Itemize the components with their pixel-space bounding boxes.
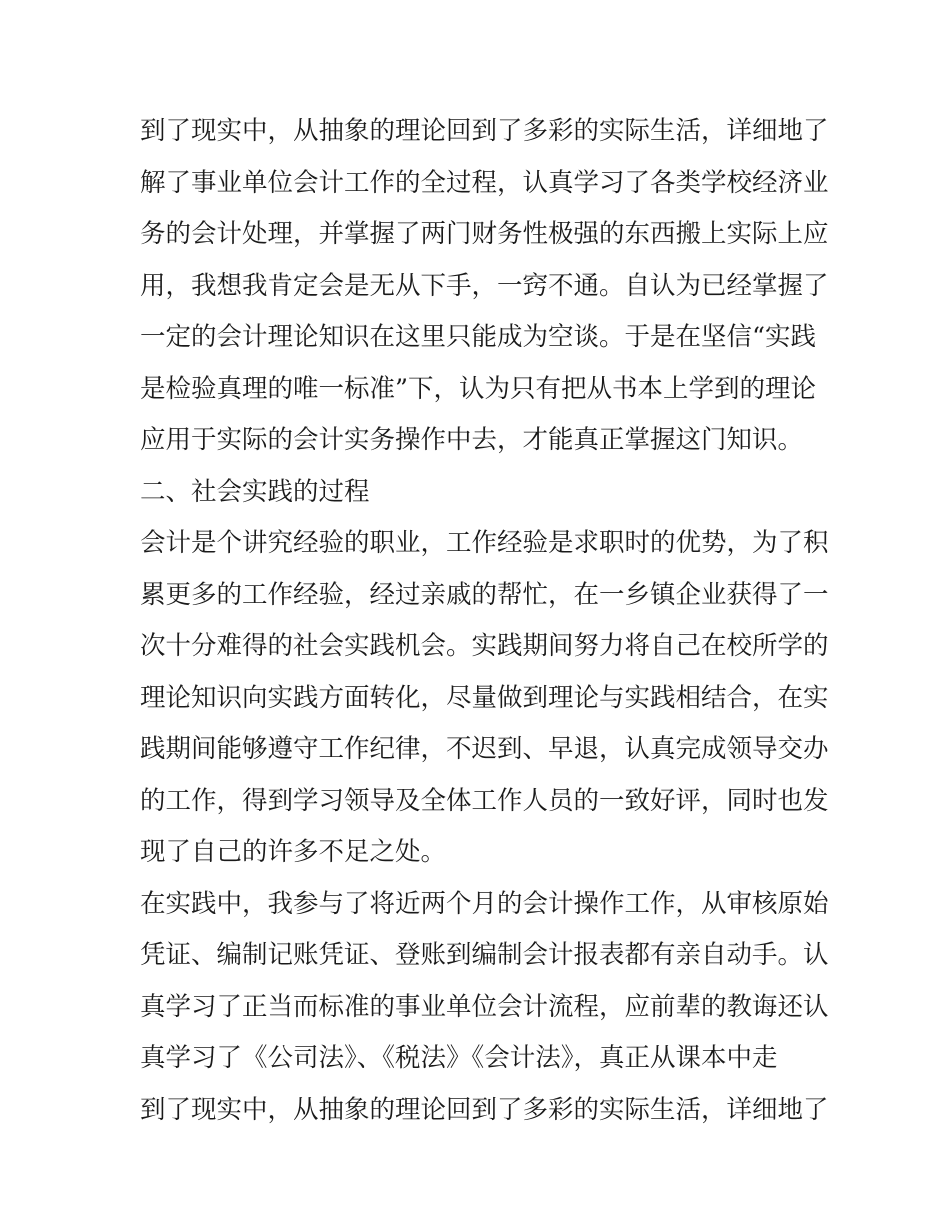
text-line: 一定的会计理论知识在这里只能成为空谈。于是在坚信“实践 [140,322,817,352]
text-line: 应用于实际的会计实务操作中去，才能真正掌握这门知识。 [140,425,804,455]
text-line: 次十分难得的社会实践机会。实践期间努力将自己在校所学的 [140,631,829,661]
text-line: 凭证、编制记账凭证、登账到编制会计报表都有亲自动手。认 [140,940,829,970]
text-line: 在实践中，我参与了将近两个月的会计操作工作，从审核原始 [140,888,829,919]
text-line: 真学习了《公司法》、《税法》《会计法》，真正从课本中走 [140,1043,778,1073]
text-line: 务的会计处理，并掌握了两门财务性极强的东西搬上实际上应 [140,219,829,249]
text-line: 解了事业单位会计工作的全过程，认真学习了各类学校经济业 [140,167,829,198]
text-line: 是检验真理的唯一标准”下，认为只有把从书本上学到的理论 [140,373,817,404]
text-line: 到了现实中，从抽象的理论回到了多彩的实际生活，详细地了 [140,116,829,146]
text-line: 到了现实中，从抽象的理论回到了多彩的实际生活，详细地了 [140,1094,829,1125]
text-line: 累更多的工作经验，经过亲戚的帮忙，在一乡镇企业获得了一 [140,579,829,610]
document-text-body [140,106,830,1136]
section-heading: 二、社会实践的过程 [140,476,370,507]
text-line: 践期间能够遵守工作纪律，不迟到、早退，认真完成领导交办 [140,734,829,764]
text-line: 现了自己的许多不足之处。 [140,837,447,867]
text-line: 的工作，得到学习领导及全体工作人员的一致好评，同时也发 [140,785,829,816]
text-line: 真学习了正当而标准的事业单位会计流程，应前辈的教诲还认 [140,991,829,1022]
text-line: 用，我想我肯定会是无从下手，一窍不通。自认为已经掌握了 [140,270,829,301]
text-line: 会计是个讲究经验的职业，工作经验是求职时的优势，为了积 [140,528,829,558]
text-line: 理论知识向实践方面转化，尽量做到理论与实践相结合，在实 [140,682,829,713]
